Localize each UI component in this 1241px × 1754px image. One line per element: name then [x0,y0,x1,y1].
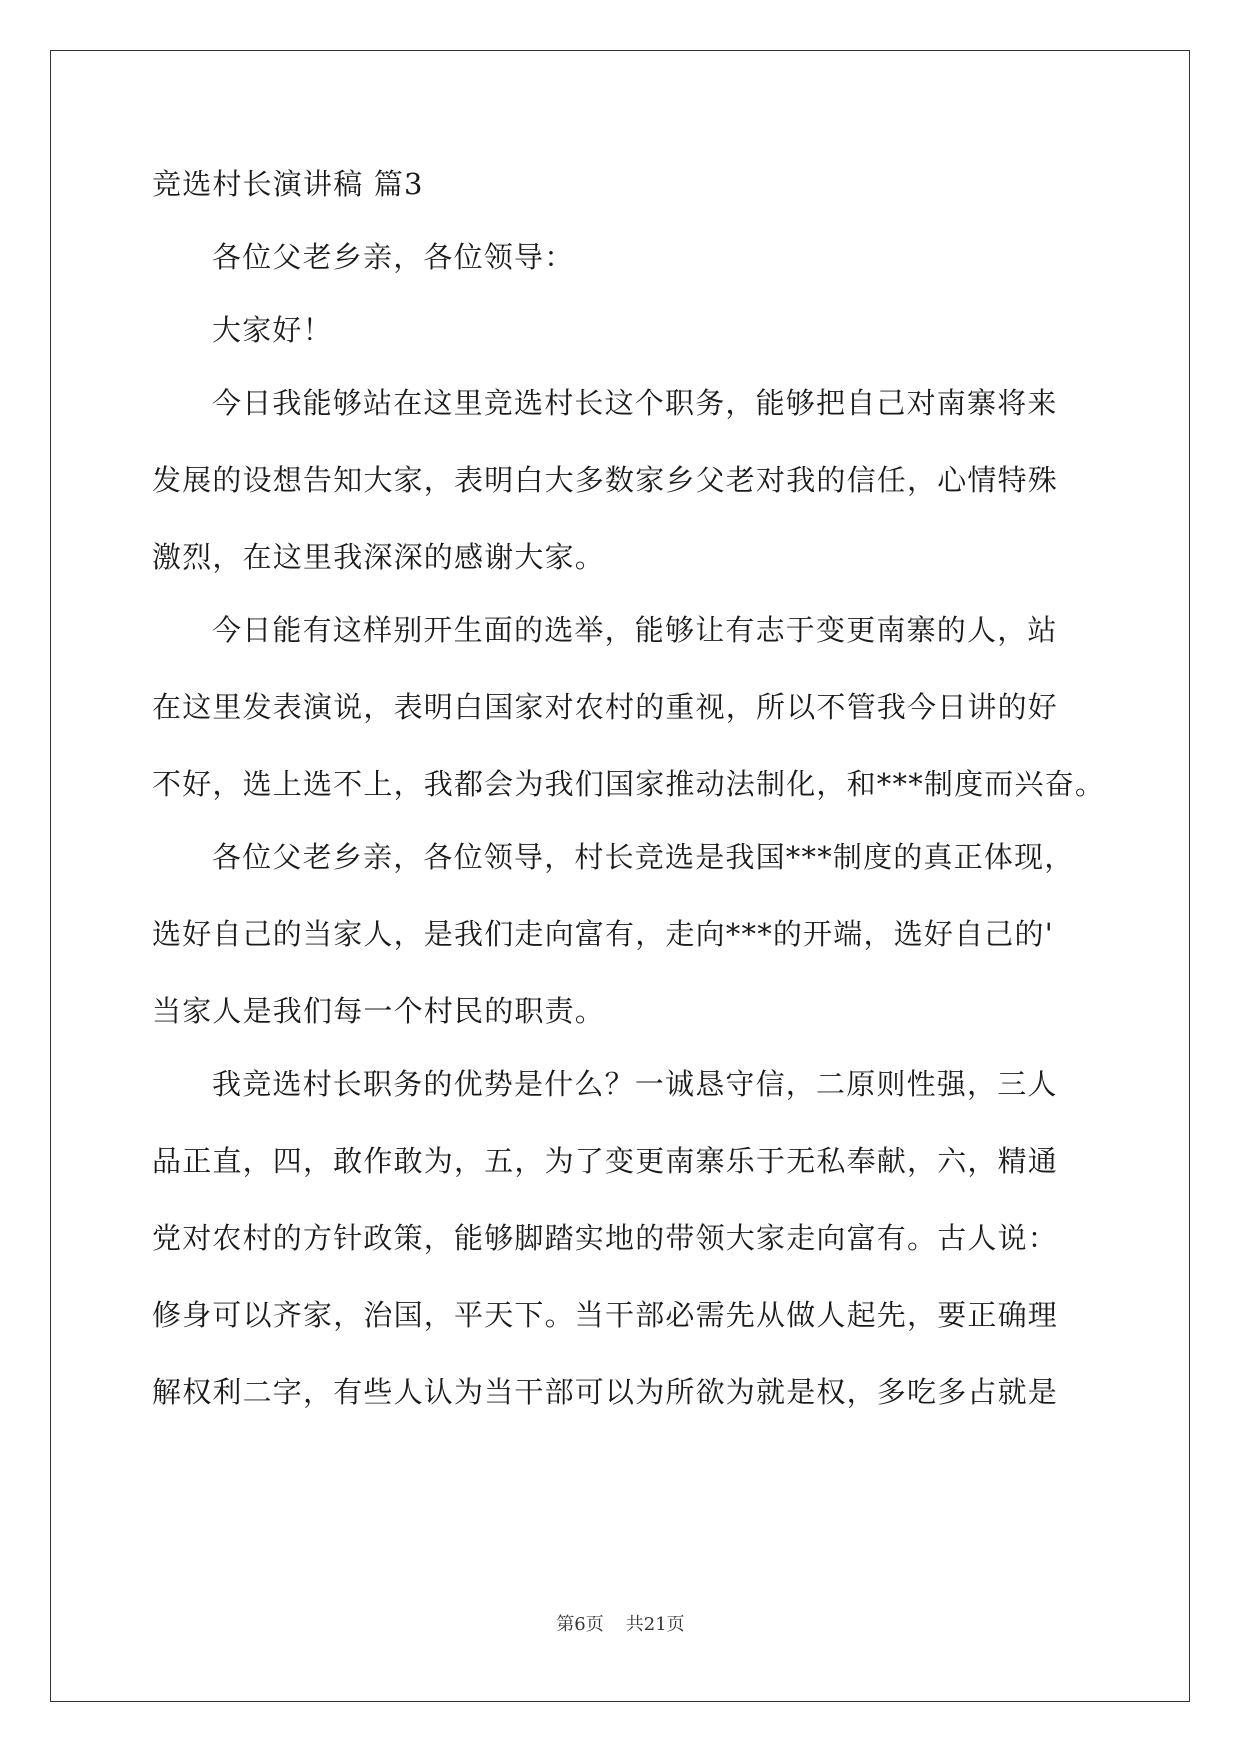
paragraph-line: 选好自己的当家人，是我们走向富有，走向***的开端，选好自己的' [152,917,1054,951]
paragraph-line: 品正直，四，敢作敢为，五，为了变更南寨乐于无私奉献，六，精通 [152,1144,1059,1178]
document-title: 竞选村长演讲稿 篇3 [152,167,424,201]
page-number: 第6页 [556,1614,604,1635]
paragraph-line: 不好，选上选不上，我都会为我们国家推动法制化，和***制度而兴奋。 [152,767,1106,801]
paragraph-line: 各位父老乡亲，各位领导，村长竞选是我国***制度的真正体现， [212,840,1075,874]
document-body [152,165,1106,1411]
paragraph-line: 我竞选村长职务的优势是什么？一诚恳守信，二原则性强，三人 [212,1067,1058,1101]
paragraph-line: 今日我能够站在这里竞选村长这个职务，能够把自己对南寨将来 [212,386,1058,420]
page-footer [0,1610,1241,1636]
page-total: 共21页 [625,1614,685,1635]
paragraph-line: 当家人是我们每一个村民的职责。 [152,994,606,1028]
paragraph-line: 发展的设想告知大家，表明白大多数家乡父老对我的信任，心情特殊 [152,463,1059,497]
paragraph-line: 在这里发表演说，表明白国家对农村的重视，所以不管我今日讲的好 [152,690,1059,724]
paragraph-line: 各位父老乡亲，各位领导： [212,240,575,274]
paragraph-line: 今日能有这样别开生面的选举，能够让有志于变更南寨的人，站 [212,613,1058,647]
paragraph-line: 解权利二字，有些人认为当干部可以为所欲为就是权，多吃多占就是 [152,1375,1059,1409]
paragraph-line: 党对农村的方针政策，能够脚踏实地的带领大家走向富有。古人说： [152,1221,1059,1255]
paragraph-line: 修身可以齐家，治国，平天下。当干部必需先从做人起先，要正确理 [152,1298,1059,1332]
paragraph-line: 大家好！ [212,313,333,347]
paragraph-line: 激烈，在这里我深深的感谢大家。 [152,540,606,574]
